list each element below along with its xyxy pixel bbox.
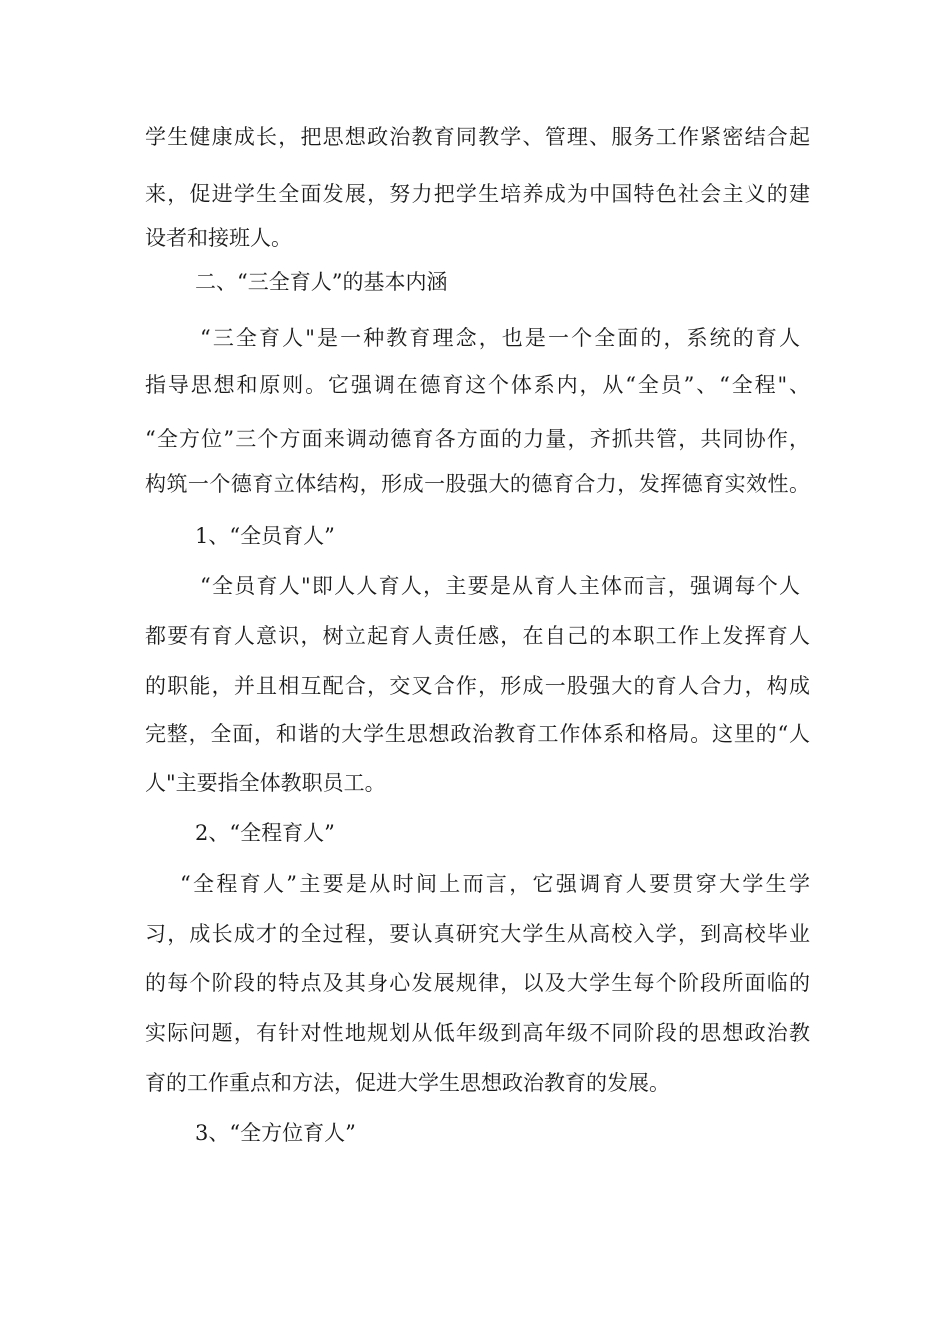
paragraph-line: 完整，全面，和谐的大学生思想政治教育工作体系和格局。这里的“人 — [145, 722, 810, 746]
subsection-heading: 1、“全员育人” — [195, 524, 335, 548]
paragraph-line: “全员育人"即人人育人，主要是从育人主体而言，强调每个人 — [200, 574, 800, 598]
paragraph-line: 来，促进学生全面发展，努力把学生培养成为中国特色社会主义的建 — [145, 182, 810, 206]
subsection-heading: 2、“全程育人” — [195, 821, 335, 845]
paragraph-line: 的每个阶段的特点及其身心发展规律，以及大学生每个阶段所面临的 — [145, 971, 810, 995]
subsection-heading: 3、“全方位育人” — [195, 1121, 356, 1145]
paragraph-line: 实际问题，有针对性地规划从低年级到高年级不同阶段的思想政治教 — [145, 1021, 810, 1045]
paragraph-line: “全方位”三个方面来调动德育各方面的力量，齐抓共管，共同协作， — [145, 427, 810, 451]
section-heading: 二、“三全育人”的基本内涵 — [195, 270, 448, 294]
paragraph-line: 习，成长成才的全过程，要认真研究大学生从高校入学，到高校毕业 — [145, 922, 810, 946]
paragraph-line: 都要有育人意识，树立起育人责任感，在自己的本职工作上发挥育人 — [145, 624, 810, 648]
paragraph-line: 指导思想和原则。它强调在德育这个体系内，从“全员”、“全程"、 — [145, 373, 810, 397]
paragraph-line: 设者和接班人。 — [145, 226, 292, 250]
paragraph-line: 构筑一个德育立体结构，形成一股强大的德育合力，发挥德育实效性。 — [145, 472, 810, 496]
paragraph-line: 学生健康成长，把思想政治教育同教学、管理、服务工作紧密结合起 — [145, 125, 810, 149]
paragraph-line: 人"主要指全体教职员工。 — [145, 771, 386, 795]
paragraph-line: 育的工作重点和方法，促进大学生思想政治教育的发展。 — [145, 1071, 670, 1095]
paragraph-line: 的职能，并且相互配合，交叉合作，形成一股强大的育人合力，构成 — [145, 674, 810, 698]
paragraph-line: “三全育人"是一种教育理念，也是一个全面的，系统的育人 — [200, 326, 800, 350]
paragraph-line: “全程育人”主要是从时间上而言，它强调育人要贯穿大学生学 — [180, 872, 810, 896]
